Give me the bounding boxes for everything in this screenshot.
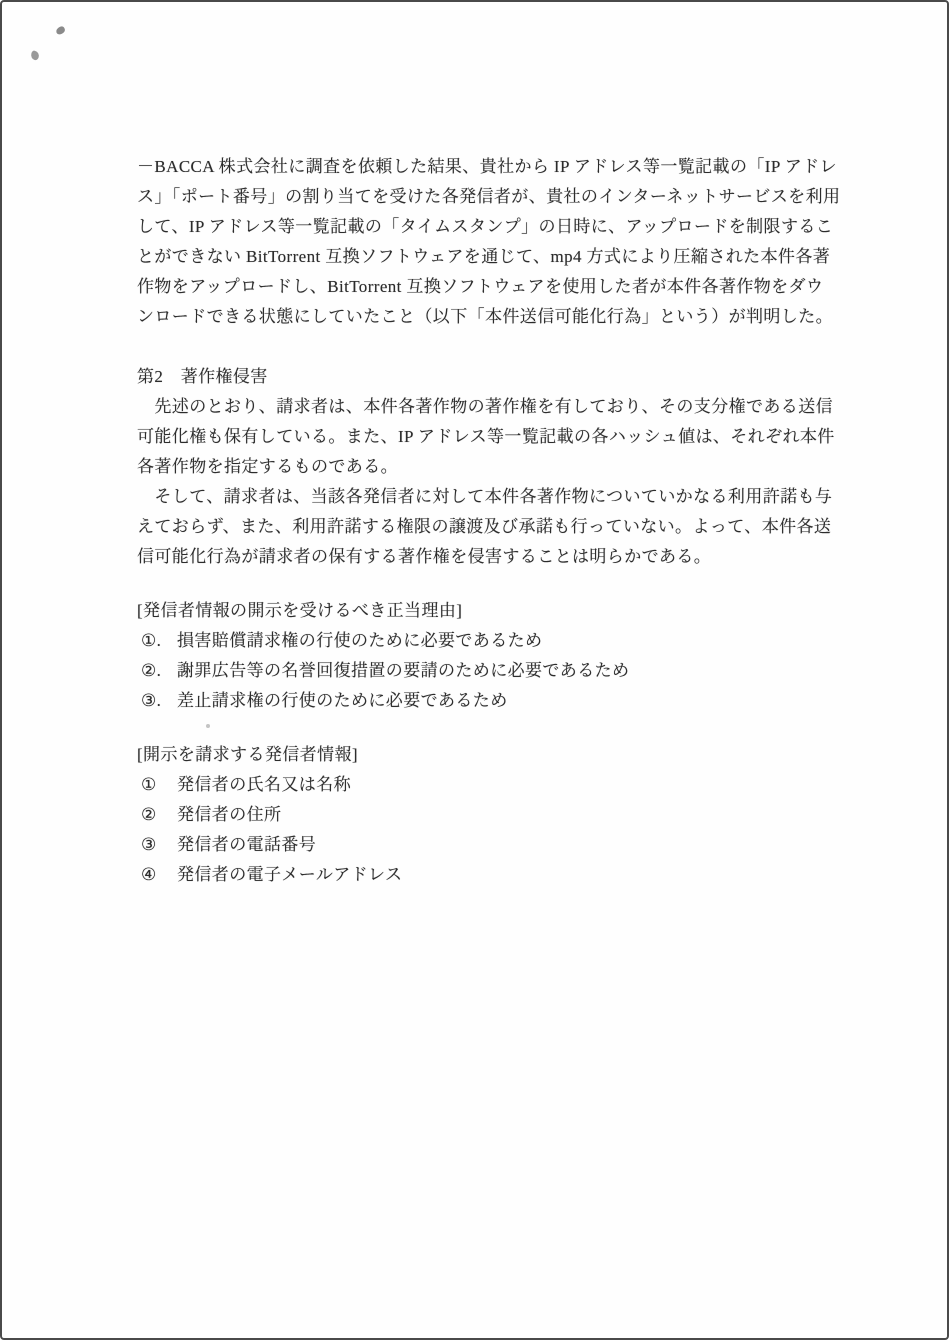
spacer xyxy=(137,716,837,740)
paragraph-no-license xyxy=(137,482,837,572)
list-item-text: 発信者の電子メールアドレス xyxy=(177,865,403,884)
list-item-text: 差止請求権の行使のために必要であるため xyxy=(177,691,508,710)
list-item-text: 発信者の電話番号 xyxy=(177,835,317,854)
body-line: ス」「ポート番号」の割り当てを受けた各発信者が、貴社のインターネットサービスを利用 xyxy=(137,187,841,206)
list-item xyxy=(137,830,837,860)
list-item-text: 謝罪広告等の名誉回復措置の要請のために必要であるため xyxy=(177,661,630,680)
list-item-text: 発信者の氏名又は名称 xyxy=(177,775,351,794)
body-line: 作物をアップロードし、BitTorrent 互換ソフトウェアを使用した者が本件各著作物をダウ xyxy=(137,277,824,296)
list-item xyxy=(137,770,837,800)
body-line: して、IP アドレス等一覧記載の「タイムスタンプ」の日時に、アップロードを制限するこ xyxy=(137,217,834,236)
list-item xyxy=(137,860,837,890)
list-item-marker: ②. xyxy=(141,661,162,680)
spacer xyxy=(137,332,837,362)
body-line: そして、請求者は、当該各発信者に対して本件各著作物についていかなる利用許諾も与 xyxy=(137,487,833,506)
spacer xyxy=(137,572,837,596)
list-item xyxy=(137,656,837,686)
body-line: 先述のとおり、請求者は、本件各著作物の著作権を有しており、その支分権である送信 xyxy=(137,397,833,416)
list-item-marker: ② xyxy=(141,805,157,824)
body-line: 信可能化行為が請求者の保有する著作権を侵害することは明らかである。 xyxy=(137,547,712,566)
body-line: とができない BitTorrent 互換ソフトウェアを通じて、mp4 方式により圧縮された本件各著 xyxy=(137,247,831,266)
document-body xyxy=(137,152,841,890)
scan-speck xyxy=(55,25,66,35)
reasons-header: [発信者情報の開示を受けるべき正当理由] xyxy=(137,601,463,620)
list-item-text: 発信者の住所 xyxy=(177,805,282,824)
body-line: えておらず、また、利用許諾する権限の譲渡及び承諾も行っていない。よって、本件各送 xyxy=(137,517,832,536)
body-line: ンロードできる状態にしていたこと（以下「本件送信可能化行為」という）が判明した。 xyxy=(137,307,833,326)
list-item-marker: ④ xyxy=(141,865,157,884)
list-item xyxy=(137,626,837,656)
scan-speck xyxy=(30,50,40,61)
list-item-text: 損害賠償請求権の行使のために必要であるため xyxy=(177,631,543,650)
body-line: 各著作物を指定するものである。 xyxy=(137,457,398,476)
section2-heading: 第2 著作権侵害 xyxy=(137,367,268,386)
disclosure-header: [開示を請求する発信者情報] xyxy=(137,745,358,764)
list-item xyxy=(137,800,837,830)
list-item-marker: ③. xyxy=(141,691,162,710)
list-item-marker: ① xyxy=(141,775,157,794)
paragraph-investigation-result xyxy=(137,152,841,332)
paragraph-copyright-ownership xyxy=(137,392,837,482)
list-item-marker: ①. xyxy=(141,631,162,650)
body-line: －BACCA 株式会社に調査を依頼した結果、貴社から IP アドレス等一覧記載の「IP アドレ xyxy=(137,157,837,176)
body-line: 可能化権も保有している。また、IP アドレス等一覧記載の各ハッシュ値は、それぞれ本件 xyxy=(137,427,835,446)
list-item xyxy=(137,686,837,716)
reasons-list xyxy=(137,626,837,716)
list-item-marker: ③ xyxy=(141,835,157,854)
disclosure-list xyxy=(137,770,837,890)
